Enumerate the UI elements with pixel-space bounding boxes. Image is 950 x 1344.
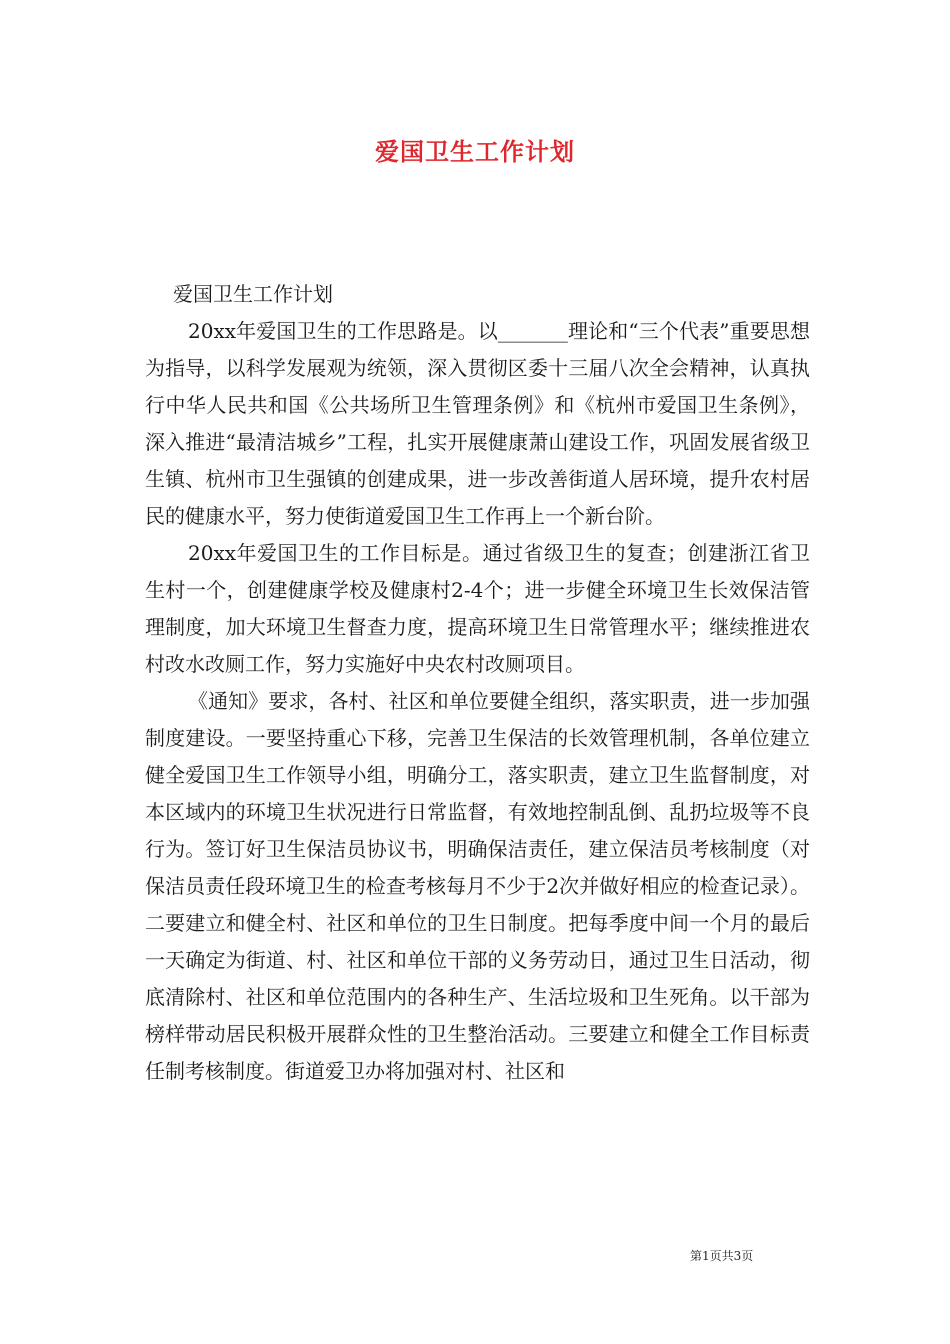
page-title: 爱国卫生工作计划 xyxy=(375,137,575,166)
paragraph-work-approach: 20xx年爱国卫生的工作思路是。以_______理论和“三个代表”重要思想为指导，以科学发展观为统领，深入贯彻区委十三届八次全会精神，认真执行中华人民共和国《公共场所卫生管理条例》和《杭州市爱国卫生条例》，深入推进“最清洁城乡”工程，扎实开展健康萧山建设工作，巩固发展省级卫生镇、杭州市卫生强镇的创建成果，进一步改善街道人居环境，提升农村居民的健康水平，努力使街道爱国卫生工作再上一个新台阶。 xyxy=(145,319,810,528)
paragraph-notice-requirements: 《通知》要求，各村、社区和单位要健全组织，落实职责，进一步加强制度建设。一要坚持重心下移，完善卫生保洁的长效管理机制，各单位建立健全爱国卫生工作领导小组，明确分工，落实职责，建立卫生监督制度，对本区域内的环境卫生状况进行日常监督，有效地控制乱倒、乱扔垃圾等不良行为。签订好卫生保洁员协议书，明确保洁责任，建立保洁员考核制度（对保洁员责任段环境卫生的检查考核每月不少于2次并做好相应的检查记录）。二要建立和健全村、社区和单位的卫生日制度。把每季度中间一个月的最后一天确定为街道、村、社区和单位干部的义务劳动日，通过卫生日活动，彻底清除村、社区和单位范围内的各种生产、生活垃圾和卫生死角。以干部为榜样带动居民积极开展群众性的卫生整治活动。三要建立和健全工作目标责任制考核制度。街道爱卫办将加强对村、社区和 xyxy=(145,689,810,1083)
paragraph-work-goals: 20xx年爱国卫生的工作目标是。通过省级卫生的复查；创建浙江省卫生村一个，创建健康学校及健康村2-4个；进一步健全环境卫生长效保洁管理制度，加大环境卫生督查力度，提高环境卫生日常管理水平；继续推进农村改水改厕工作，努力实施好中央农村改厕项目。 xyxy=(145,541,810,676)
document-body xyxy=(145,276,810,1090)
document-subtitle: 爱国卫生工作计划 xyxy=(173,282,333,306)
page-number: 第1页共3页 xyxy=(690,1249,754,1263)
